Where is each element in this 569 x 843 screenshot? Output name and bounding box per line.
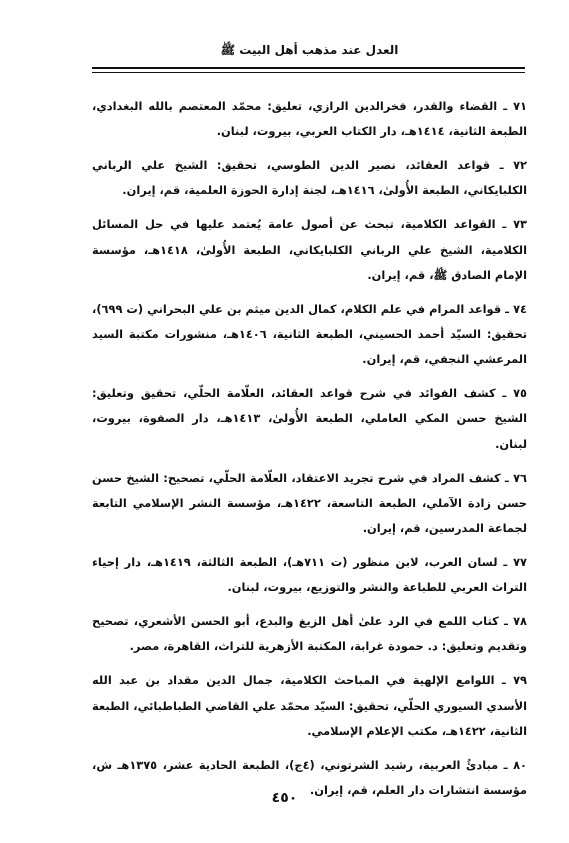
entry-text: ٨٠ ـ مبادئُ العربية، رشيد الشرتوني، (٤ج)، الطبعة الحادية عشر، ١٣٧٥هـ ش، مؤسسة انتشارات دار العلم، قم، إيران. — [92, 757, 527, 798]
bibliography-entry — [92, 153, 527, 203]
bibliography-entry — [92, 212, 527, 288]
bibliography-entry — [92, 668, 527, 744]
entry-text: ٧٢ ـ قواعد العقائد، نصير الدين الطوسي، تحقيق: الشيخ علي الرباني الكلبايكاني، الطبعة الأُولىٰ، ١٤١٦هـ، لجنة إدارة الحوزة العلمية، قم، إيران. — [92, 158, 527, 198]
header-rule-thick — [92, 67, 525, 69]
bibliography-entry — [92, 466, 527, 542]
entry-text: ٧٣ ـ القواعد الكلامية، تبحث عن أصول عامة يُعتمد عليها في حل المسائل الكلامية، الشيخ علي الرباني الكلبايكاني، الطبعة الأُولىٰ، ١٤١٨هـ، مؤسسة الإمام الصادق ﷺ، قم، إيران. — [92, 217, 527, 282]
bibliography-entry — [92, 609, 527, 659]
entry-text: ٧٩ ـ اللوامع الإلهية في المباحث الكلامية، جمال الدين مقداد بن عبد الله الأسدي السيوري الحلّي، تحقيق: السيّد محمّد علي القاضي الطباطبائي، الطبعة الثانية، ١٤٢٢هـ، مكتب الإعلام الإسلامي. — [92, 673, 527, 738]
running-header: العدل عند مذهب أهل البيت ﷺ — [220, 43, 399, 57]
bibliography-entry — [92, 381, 527, 457]
page-number: ٤٥٠ — [271, 790, 298, 806]
bibliography-entry — [92, 550, 527, 600]
bibliography-list — [92, 94, 527, 812]
entry-text: ٧٦ ـ كشف المراد في شرح تجريد الاعتقاد، العلّامة الحلّي، تصحيح: الشيخ حسن حسن زادة الآملي، الطبعة التاسعة، ١٤٢٢هـ، مؤسسة النشر الإسلامي التابعة لجماعة المدرسين، قم، إيران. — [92, 470, 527, 536]
entry-text: ٧١ ـ القضاء والقدر، فخرالدين الرازي، تعليق: محمّد المعتصم بالله البغدادي، الطبعة الثانية، ١٤١٤هـ، دار الكتاب العربي، بيروت، لبنان. — [92, 99, 527, 139]
bibliography-entry — [92, 297, 527, 373]
entry-text: ٧٧ ـ لسان العرب، لابن منظور (ت ٧١١هـ)، الطبعة الثالثة، ١٤١٩هـ، دار إحياء التراث العربي للطباعة والنشر والتوزيع، بيروت، لبنان. — [92, 555, 527, 595]
entry-text: ٧٥ ـ كشف الفوائد في شرح قواعد العقائد، العلّامة الحلّي، تحقيق وتعليق: الشيخ حسن المكي العاملي، الطبعة الأُولىٰ، ١٤١٣هـ، دار الصفوة، بيروت، لبنان. — [92, 386, 527, 451]
entry-text: ٧٨ ـ كتاب اللمع في الرد علىٰ أهل الزيغ والبدع، أبو الحسن الأشعري، تصحيح وتقديم وتعليق: د. حمودة غرابة، المكتبة الأزهرية للتراث، القاهرة، مصر. — [92, 614, 527, 654]
bibliography-entry — [92, 94, 527, 144]
header-rule-thin — [92, 72, 525, 73]
entry-text: ٧٤ ـ قواعد المرام في علم الكلام، كمال الدين ميثم بن علي البحراني (ت ٦٩٩)، تحقيق: السيّد أحمد الحسيني، الطبعة الثانية، ١٤٠٦هـ، منشورات مكتبة السيد المرعشي النجفي، قم، إيران. — [92, 301, 527, 367]
